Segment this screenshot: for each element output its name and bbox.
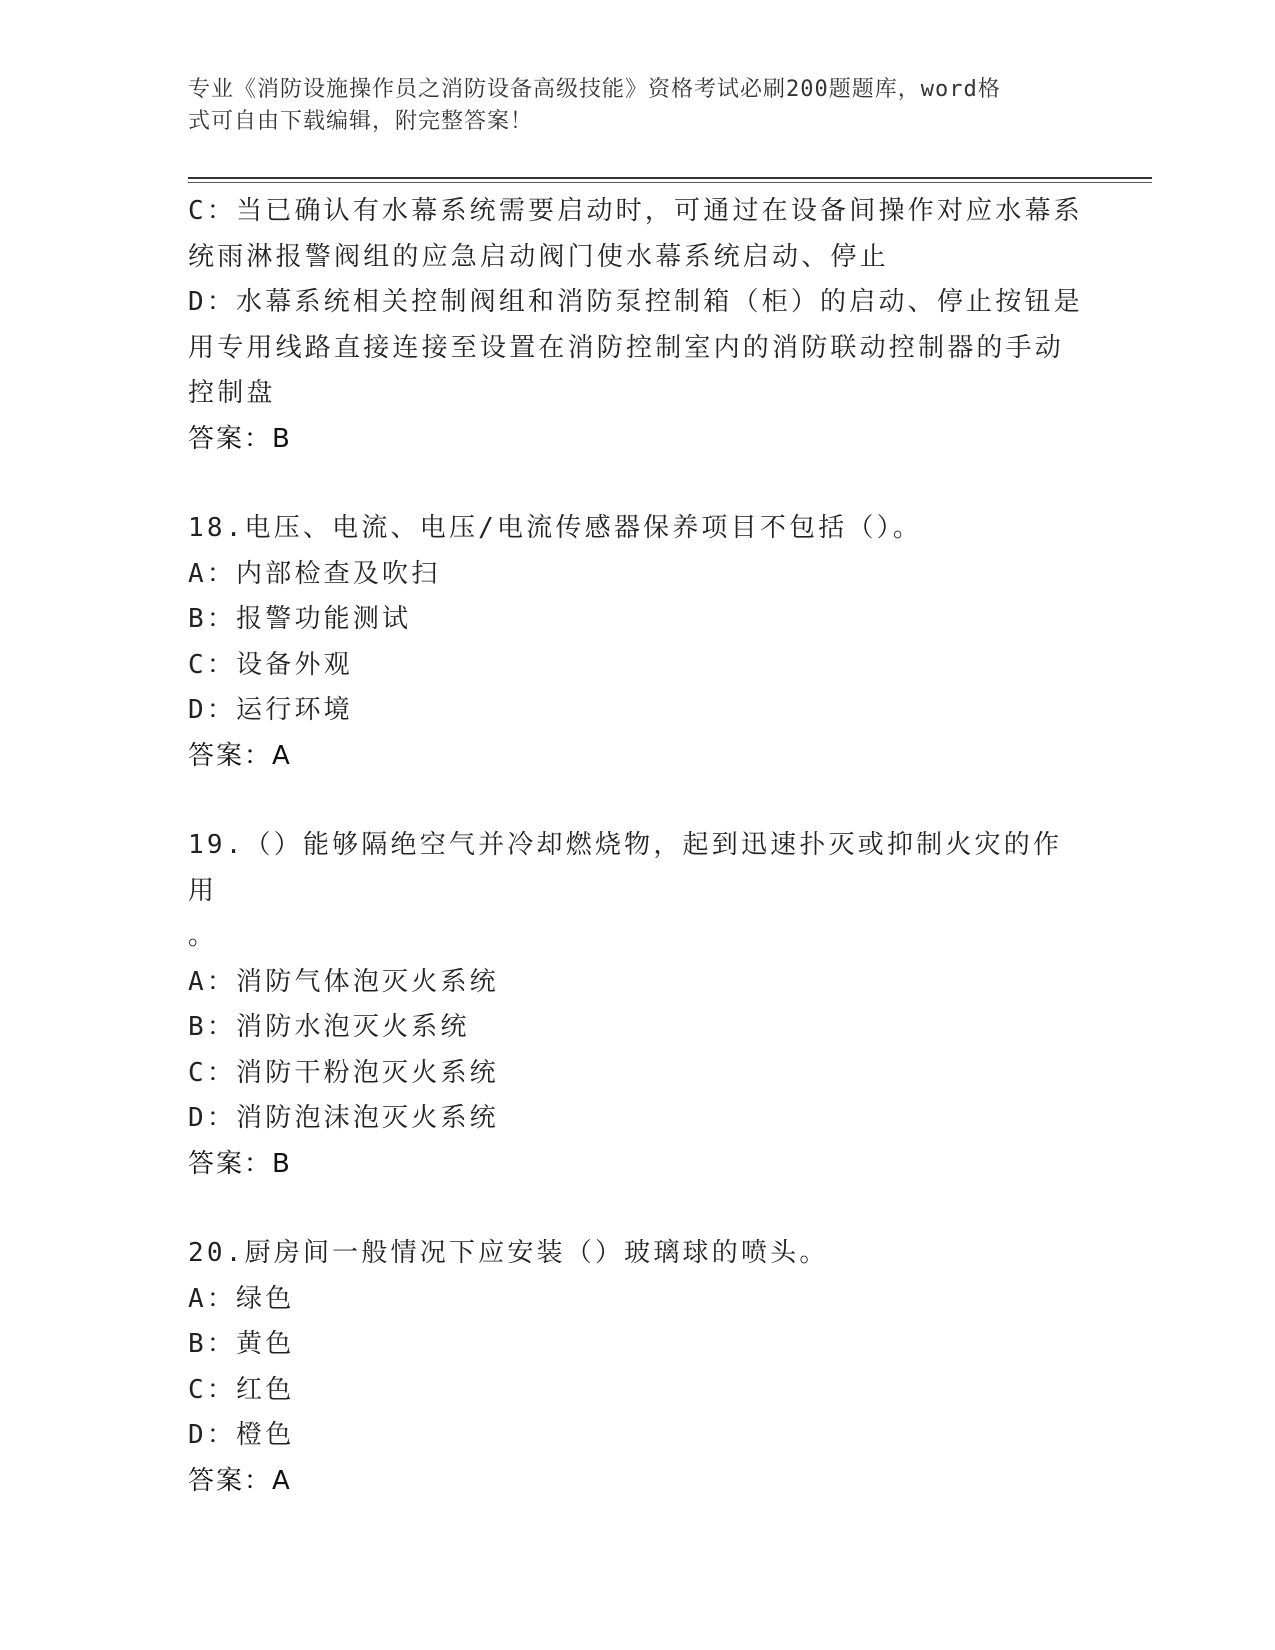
option-d: D：运行环境 <box>188 695 353 725</box>
document-header <box>188 74 1068 138</box>
option-c: C：设备外观 <box>188 649 353 680</box>
option-d: D：橙色 <box>188 1420 295 1450</box>
header-line-2: 式可自由下载编辑，附完整答案！ <box>188 109 534 134</box>
option-a: A：绿色 <box>188 1283 295 1314</box>
option-c-line: C：当已确认有水幕系统需要启动时，可通过在设备间操作对应水幕系 <box>188 196 1083 226</box>
question-19 <box>188 823 1088 1187</box>
option-a: A：消防气体泡灭火系统 <box>188 966 499 997</box>
header-divider-thin <box>188 182 1152 183</box>
question-stem: 19.（）能够隔绝空气并冷却燃烧物，起到迅速扑灭或抑制火灾的作用 <box>188 830 1063 906</box>
option-b: B：消防水泡灭火系统 <box>188 1012 470 1042</box>
option-c: C：红色 <box>188 1374 295 1405</box>
option-d-line: 用专用线路直接连接至设置在消防控制室内的消防联动控制器的手动 <box>188 332 1065 363</box>
option-b: B：黄色 <box>188 1329 295 1359</box>
header-divider-thick <box>188 177 1152 179</box>
option-d: D：消防泡沫泡灭火系统 <box>188 1103 499 1133</box>
question-stem: 20.厨房间一般情况下应安装（）玻璃球的喷头。 <box>188 1238 829 1268</box>
question-18 <box>188 506 1088 779</box>
answer-line: 答案：B <box>188 1148 292 1179</box>
answer-line: 答案：A <box>188 1465 292 1496</box>
option-c: C：消防干粉泡灭火系统 <box>188 1057 499 1088</box>
previous-question-tail <box>188 189 1088 462</box>
header-line-1: 专业《消防设施操作员之消防设备高级技能》资格考试必刷200题题库，word格 <box>188 77 1001 102</box>
option-c-line: 统雨淋报警阀组的应急启动阀门使水幕系统启动、停止 <box>188 241 889 272</box>
option-d-line: D：水幕系统相关控制阀组和消防泵控制箱（柜）的启动、停止按钮是 <box>188 287 1083 317</box>
option-a: A：内部检查及吹扫 <box>188 558 441 589</box>
answer-line: 答案：A <box>188 740 292 771</box>
question-stem-continued: 。 <box>188 921 218 951</box>
option-b: B：报警功能测试 <box>188 604 412 634</box>
answer-line: 答案：B <box>188 423 292 454</box>
document-body <box>188 189 1088 1504</box>
question-20 <box>188 1231 1088 1504</box>
question-stem: 18.电压、电流、电压/电流传感器保养项目不包括（）。 <box>188 513 923 543</box>
option-d-line: 控制盘 <box>188 378 276 408</box>
